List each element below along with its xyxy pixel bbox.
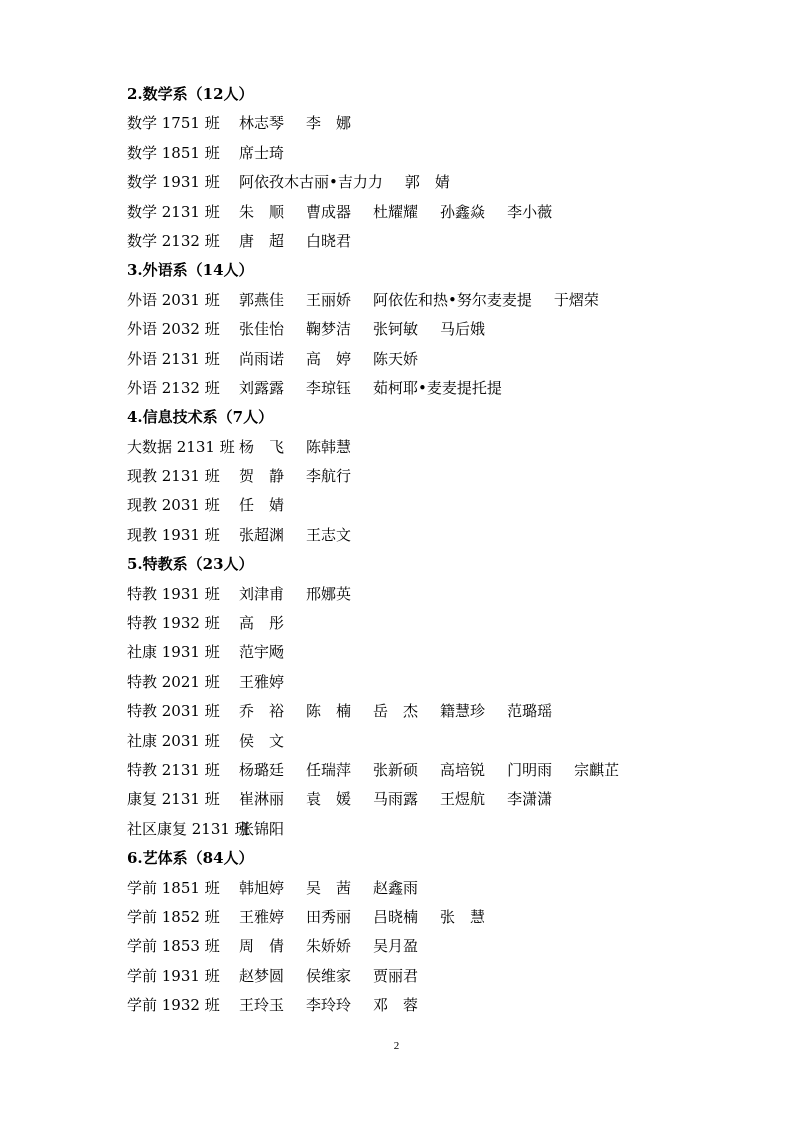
student-name: 范璐瑶 — [507, 702, 553, 721]
class-row — [127, 168, 727, 197]
student-name: 茹柯耶•麦麦提托提 — [373, 378, 502, 397]
class-row — [127, 374, 727, 403]
class-row — [127, 286, 727, 315]
student-name: 周 倩 — [239, 937, 285, 956]
class-name: 数学 2132 班 — [127, 231, 220, 250]
class-name: 现教 2031 班 — [127, 496, 220, 515]
class-name: 数学 2131 班 — [127, 202, 220, 221]
student-name: 白晓君 — [306, 231, 352, 250]
class-row — [127, 785, 727, 814]
class-name: 社康 2031 班 — [127, 731, 220, 750]
student-name: 王玲玉 — [239, 996, 285, 1015]
class-row — [127, 697, 727, 726]
student-name: 孙鑫焱 — [440, 202, 486, 221]
student-name: 侯维家 — [306, 966, 352, 985]
class-row — [127, 433, 727, 462]
student-name: 高 彤 — [239, 614, 285, 633]
student-name: 吴 茜 — [306, 878, 352, 897]
student-name: 侯 文 — [239, 731, 285, 750]
student-name: 王雅婷 — [239, 672, 285, 691]
student-name: 于熠荣 — [553, 290, 599, 309]
class-name: 学前 1852 班 — [127, 907, 220, 926]
student-name: 乔 裕 — [239, 702, 285, 721]
student-name: 唐 超 — [239, 231, 285, 250]
student-name: 陈天娇 — [373, 349, 419, 368]
student-name: 岳 杰 — [373, 702, 419, 721]
class-row — [127, 491, 727, 520]
student-name: 王雅婷 — [239, 907, 285, 926]
student-name: 鞠梦洁 — [306, 320, 352, 339]
class-name: 特教 1932 班 — [127, 614, 220, 633]
student-name: 张超渊 — [239, 525, 285, 544]
class-row — [127, 874, 727, 903]
class-name: 学前 1932 班 — [127, 996, 220, 1015]
student-name: 赵梦圆 — [239, 966, 285, 985]
class-row — [127, 198, 727, 227]
student-name: 李小薇 — [507, 202, 553, 221]
class-row — [127, 315, 727, 344]
class-row — [127, 462, 727, 491]
class-name: 学前 1931 班 — [127, 966, 220, 985]
student-name: 杨 飞 — [239, 437, 285, 456]
class-name: 特教 1931 班 — [127, 584, 220, 603]
department-heading: 6.艺体系（84人） — [127, 849, 254, 868]
student-name: 宗麒芷 — [574, 760, 620, 779]
department-heading: 4.信息技术系（7人） — [127, 408, 274, 427]
class-row — [127, 815, 727, 844]
student-name: 马后娥 — [440, 320, 486, 339]
class-row — [127, 109, 727, 138]
class-name: 外语 2031 班 — [127, 290, 220, 309]
class-name: 社康 1931 班 — [127, 643, 220, 662]
student-name: 任 婧 — [239, 496, 285, 515]
student-name: 阿依佐和热•努尔麦麦提 — [373, 290, 532, 309]
class-name: 特教 2031 班 — [127, 702, 220, 721]
student-name: 杜耀耀 — [373, 202, 419, 221]
class-name: 现教 2131 班 — [127, 467, 220, 486]
student-name: 朱 顺 — [239, 202, 285, 221]
student-name: 李航行 — [306, 467, 352, 486]
student-name: 邢娜英 — [306, 584, 352, 603]
student-name: 李潇潇 — [507, 790, 553, 809]
class-row — [127, 638, 727, 667]
class-row — [127, 345, 727, 374]
student-name: 王丽娇 — [306, 290, 352, 309]
class-name: 现教 1931 班 — [127, 525, 220, 544]
student-name: 韩旭婷 — [239, 878, 285, 897]
class-row — [127, 521, 727, 550]
student-name: 张佳怡 — [239, 320, 285, 339]
student-name: 郭 婧 — [404, 173, 450, 192]
class-name: 数学 1931 班 — [127, 173, 220, 192]
student-name: 张锦阳 — [239, 819, 285, 838]
class-name: 外语 2131 班 — [127, 349, 220, 368]
class-name: 特教 2021 班 — [127, 672, 220, 691]
student-name: 籍慧珍 — [440, 702, 486, 721]
student-name: 范宇飏 — [239, 643, 285, 662]
student-name: 吕晓楠 — [373, 907, 419, 926]
class-name: 社区康复 2131 班 — [127, 819, 250, 838]
student-name: 任瑞萍 — [306, 760, 352, 779]
student-name: 王煜航 — [440, 790, 486, 809]
student-name: 门明雨 — [507, 760, 553, 779]
student-name: 阿依孜木古丽•吉力力 — [239, 173, 383, 192]
student-name: 李 娜 — [306, 114, 352, 133]
student-name: 陈 楠 — [306, 702, 352, 721]
award-list — [127, 80, 727, 1021]
student-name: 陈韩慧 — [306, 437, 352, 456]
student-name: 马雨露 — [373, 790, 419, 809]
class-name: 数学 1751 班 — [127, 114, 220, 133]
class-name: 特教 2131 班 — [127, 760, 220, 779]
student-name: 席士琦 — [239, 143, 285, 162]
class-row — [127, 962, 727, 991]
student-name: 张钶敏 — [373, 320, 419, 339]
page-number: 2 — [393, 1040, 400, 1052]
class-name: 外语 2132 班 — [127, 378, 220, 397]
class-row — [127, 580, 727, 609]
student-name: 张 慧 — [440, 907, 486, 926]
class-name: 学前 1853 班 — [127, 937, 220, 956]
student-name: 尚雨诺 — [239, 349, 285, 368]
class-row — [127, 227, 727, 256]
class-row — [127, 727, 727, 756]
class-row — [127, 932, 727, 961]
student-name: 崔淋丽 — [239, 790, 285, 809]
class-row — [127, 139, 727, 168]
department-heading: 2.数学系（12人） — [127, 85, 254, 103]
student-name: 王志文 — [306, 525, 352, 544]
student-name: 刘津甫 — [239, 584, 285, 603]
department-heading: 5.特教系（23人） — [127, 555, 254, 574]
student-name: 贾丽君 — [373, 966, 419, 985]
student-name: 赵鑫雨 — [373, 878, 419, 897]
class-name: 数学 1851 班 — [127, 143, 220, 162]
student-name: 曹成器 — [306, 202, 352, 221]
student-name: 贺 静 — [239, 467, 285, 486]
department-heading: 3.外语系（14人） — [127, 261, 254, 280]
class-name: 康复 2131 班 — [127, 790, 220, 809]
student-name: 张新硕 — [373, 760, 419, 779]
student-name: 李琼钰 — [306, 378, 352, 397]
class-row — [127, 609, 727, 638]
student-name: 高 婷 — [306, 349, 352, 368]
student-name: 吴月盈 — [373, 937, 419, 956]
student-name: 田秀丽 — [306, 907, 352, 926]
student-name: 杨璐廷 — [239, 760, 285, 779]
student-name: 朱娇娇 — [306, 937, 352, 956]
class-row — [127, 991, 727, 1020]
class-row — [127, 668, 727, 697]
student-name: 林志琴 — [239, 114, 285, 133]
class-name: 大数据 2131 班 — [127, 437, 235, 456]
class-name: 外语 2032 班 — [127, 320, 220, 339]
student-name: 刘露露 — [239, 378, 285, 397]
student-name: 高培锐 — [440, 760, 486, 779]
student-name: 郭燕佳 — [239, 290, 285, 309]
class-row — [127, 756, 727, 785]
student-name: 邓 蓉 — [373, 996, 419, 1015]
student-name: 李玲玲 — [306, 996, 352, 1015]
student-name: 袁 媛 — [306, 790, 352, 809]
class-row — [127, 903, 727, 932]
class-name: 学前 1851 班 — [127, 878, 220, 897]
